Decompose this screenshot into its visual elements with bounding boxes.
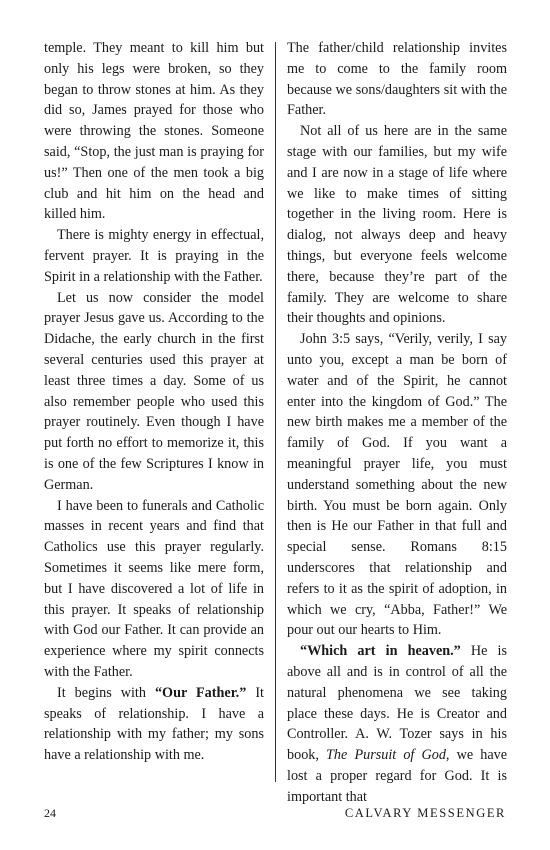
- column-divider: [275, 42, 276, 782]
- paragraph-text: It speaks of relationship. I have a relationship with my father; my sons have a relationship with me.: [44, 684, 264, 764]
- right-paragraph-4: [287, 641, 507, 807]
- book-title: The Pursuit of God: [326, 747, 446, 764]
- paragraph-text: He is above all and is in control of all the natural phenomena we see taking place these days. He is Creator and Controller. A. W. Tozer says in his book,: [287, 643, 507, 764]
- right-paragraph-1: The father/child relationship invites me to come to the family room because we sons/daughters sit with the Father.: [287, 40, 507, 119]
- running-footer-title: CALVARY MESSENGER: [344, 806, 506, 820]
- left-paragraph-2: There is mighty energy in effectual, fervent prayer. It is praying in the Spirit in a relationship with the Father.: [44, 227, 264, 285]
- left-column: [44, 38, 264, 766]
- left-paragraph-4: I have been to funerals and Catholic masses in recent years and find that Catholics use this prayer regularly. Sometimes it seems like mere form, but I have discovered a lot of life in this prayer. It speaks of relationship with God our Father. It can provide an experience where my spirit connects with the Father.: [44, 497, 264, 680]
- right-paragraph-2: Not all of us here are in the same stage with our families, but my wife and I are now in a stage of life where we like to make times of sitting together in the living room. Here is dialog, not always deep and heavy things, but everyone feels welcome there, because they’re part of the family. They are welcome to share their thoughts and opinions.: [287, 123, 507, 327]
- right-column: [287, 38, 507, 807]
- paragraph-text: , we have lost a proper regard for God. It is important that: [287, 747, 508, 805]
- bold-phrase-which-art-in-heaven: “Which art in heaven.”: [300, 643, 461, 660]
- left-paragraph-5: [44, 683, 264, 766]
- bold-phrase-our-father: “Our Father.”: [154, 684, 247, 701]
- left-paragraph-1: temple. They meant to kill him but only his legs were broken, so they began to throw stones at him. As they did so, James prayed for those who were throwing the stones. Someone said, “Stop, the just man is praying for us!” Then one of the men took a big club and hit him on the head and killed him.: [44, 40, 264, 223]
- left-paragraph-3: Let us now consider the model prayer Jesus gave us. According to the Didache, the early church in the first several centuries used this prayer at least three times a day. Some of us also remember people who used this prayer routinely. Even though I have put forth no effort to memorize it, this is one of the few Scriptures I know in German.: [44, 289, 264, 493]
- right-paragraph-3: John 3:5 says, “Verily, verily, I say unto you, except a man be born of water and of the Spirit, he cannot enter into the kingdom of God.” The new birth makes me a member of the family of God. If you want a meaningful prayer life, you must understand something about the new birth. You must be born again. Only then is He our Father in that full and special sense. Romans 8:15 underscores that relationship and refers to it as the spirit of adoption, in which we cry, “Abba, Father!” We pour out our hearts to Him.: [287, 331, 507, 639]
- paragraph-text: It begins with: [57, 684, 155, 701]
- page-number: 24: [44, 806, 56, 820]
